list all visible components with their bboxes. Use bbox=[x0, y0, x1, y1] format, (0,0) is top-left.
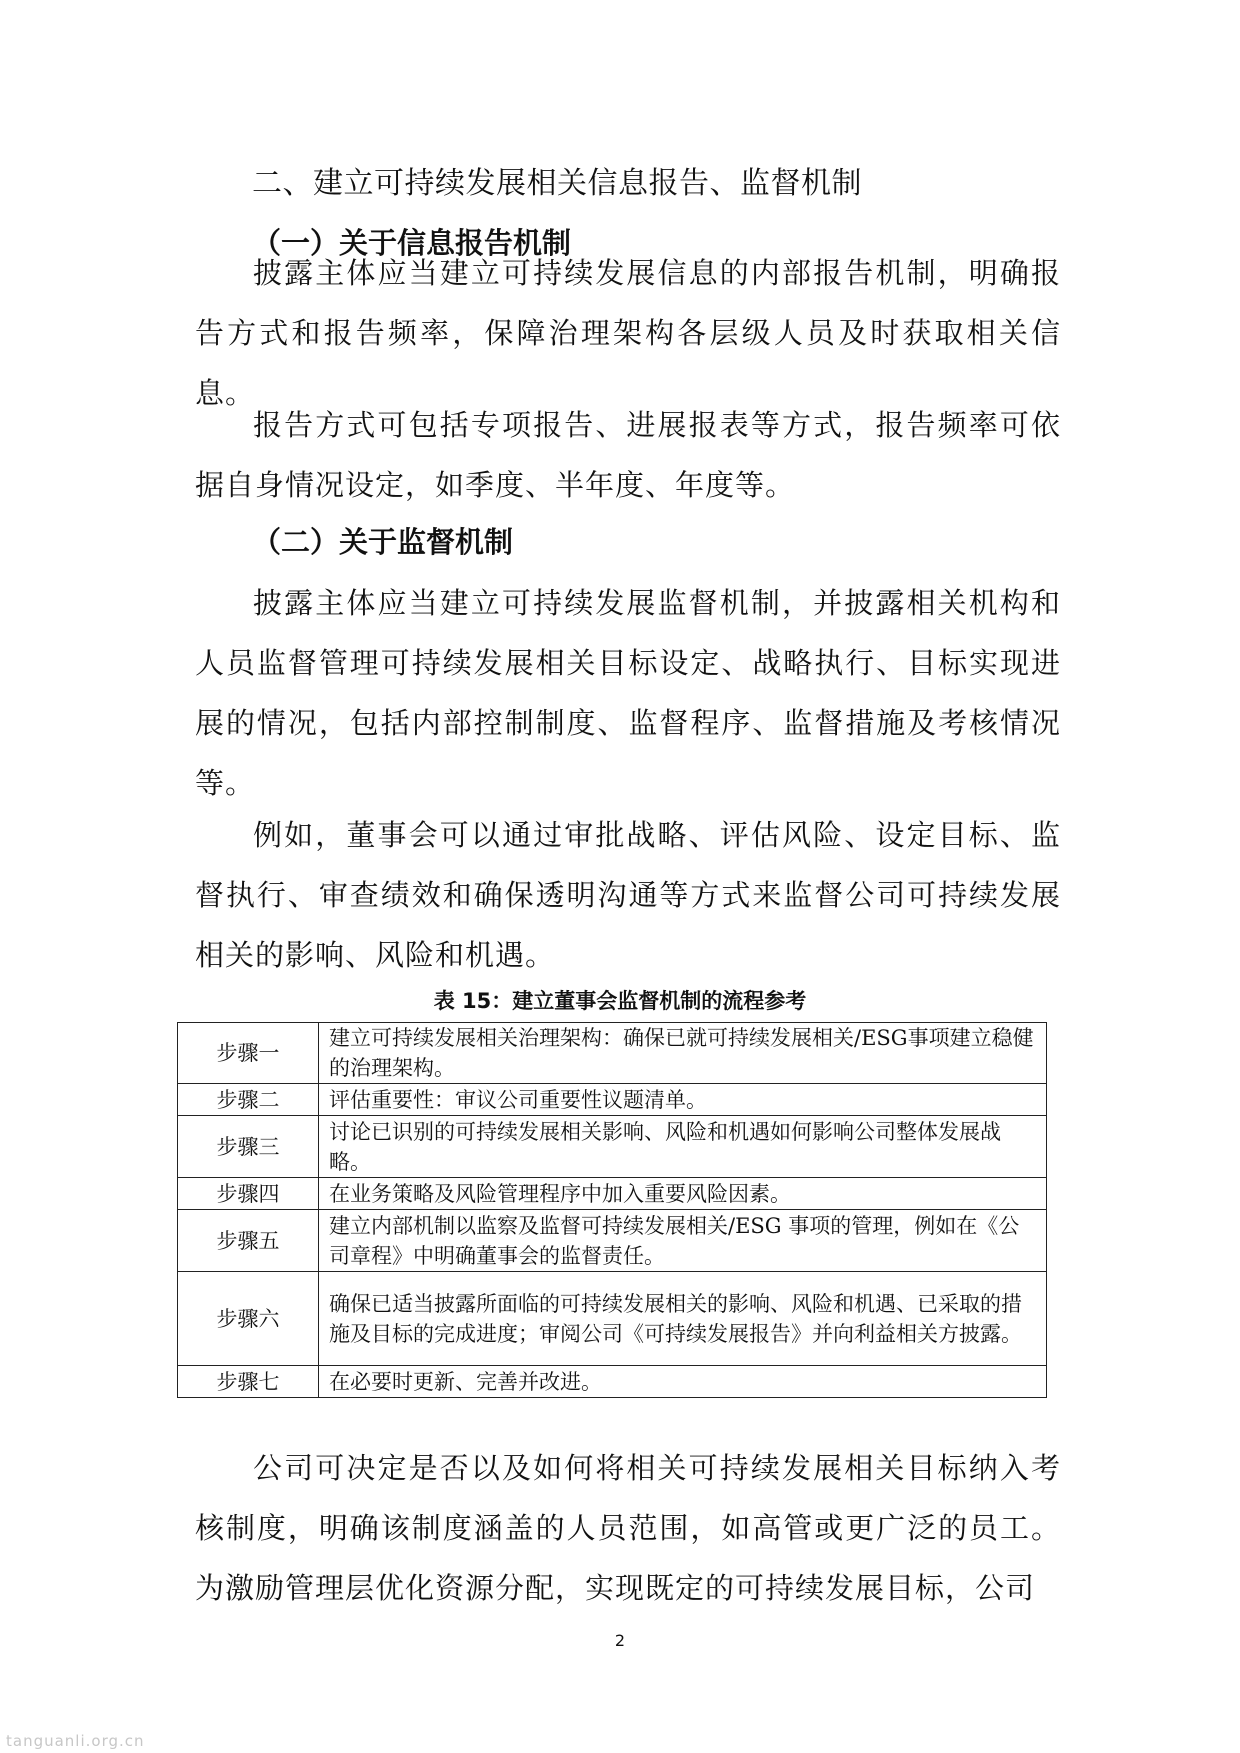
step-label: 步骤一 bbox=[178, 1023, 319, 1084]
step-description: 确保已适当披露所面临的可持续发展相关的影响、风险和机遇、已采取的措施及目标的完成进度；审阅公司《可持续发展报告》并向利益相关方披露。 bbox=[319, 1272, 1047, 1366]
table-row bbox=[178, 1210, 1047, 1272]
page-number: 2 bbox=[614, 1631, 626, 1650]
subsection-heading-info-report: （一）关于信息报告机制 bbox=[252, 226, 572, 260]
table-row bbox=[178, 1178, 1047, 1210]
table-row bbox=[178, 1084, 1047, 1116]
paragraph-supervision-1: 披露主体应当建立可持续发展监督机制，并披露相关机构和人员监督管理可持续发展相关目标设定、战略执行、目标实现进展的情况，包括内部控制制度、监督程序、监督措施及考核情况等。 bbox=[195, 586, 1061, 800]
step-description: 建立可持续发展相关治理架构：确保已就可持续发展相关/ESG事项建立稳健的治理架构。 bbox=[319, 1023, 1047, 1084]
step-label: 步骤七 bbox=[178, 1366, 319, 1398]
table-caption: 表 15：建立董事会监督机制的流程参考 bbox=[433, 989, 807, 1013]
step-description: 建立内部机制以监察及监督可持续发展相关/ESG 事项的管理，例如在《公司章程》中明确董事会的监督责任。 bbox=[319, 1210, 1047, 1272]
paragraph-supervision-2: 例如，董事会可以通过审批战略、评估风险、设定目标、监督执行、审查绩效和确保透明沟通等方式来监督公司可持续发展相关的影响、风险和机遇。 bbox=[195, 818, 1061, 972]
step-description: 在业务策略及风险管理程序中加入重要风险因素。 bbox=[319, 1178, 1047, 1210]
table-row bbox=[178, 1366, 1047, 1398]
table-row bbox=[178, 1116, 1047, 1178]
step-label: 步骤六 bbox=[178, 1272, 319, 1366]
paragraph-info-report-1: 披露主体应当建立可持续发展信息的内部报告机制，明确报告方式和报告频率，保障治理架构各层级人员及时获取相关信息。 bbox=[195, 256, 1061, 410]
table-row bbox=[178, 1023, 1047, 1084]
paragraph-closing: 公司可决定是否以及如何将相关可持续发展相关目标纳入考核制度，明确该制度涵盖的人员范围，如高管或更广泛的员工。为激励管理层优化资源分配，实现既定的可持续发展目标，公司 bbox=[195, 1451, 1061, 1605]
watermark-text: tanguanli.org.cn bbox=[6, 1732, 145, 1750]
section-heading: 二、建立可持续发展相关信息报告、监督机制 bbox=[252, 166, 862, 201]
subsection-heading-supervision: （二）关于监督机制 bbox=[252, 525, 514, 559]
step-description: 评估重要性：审议公司重要性议题清单。 bbox=[319, 1084, 1047, 1116]
step-description: 讨论已识别的可持续发展相关影响、风险和机遇如何影响公司整体发展战略。 bbox=[319, 1116, 1047, 1178]
step-label: 步骤五 bbox=[178, 1210, 319, 1272]
paragraph-info-report-2: 报告方式可包括专项报告、进展报表等方式，报告频率可依据自身情况设定，如季度、半年度、年度等。 bbox=[195, 408, 1061, 502]
step-description: 在必要时更新、完善并改进。 bbox=[319, 1366, 1047, 1398]
step-label: 步骤三 bbox=[178, 1116, 319, 1178]
table-row bbox=[178, 1272, 1047, 1366]
step-label: 步骤四 bbox=[178, 1178, 319, 1210]
process-table bbox=[177, 1022, 1047, 1398]
step-label: 步骤二 bbox=[178, 1084, 319, 1116]
